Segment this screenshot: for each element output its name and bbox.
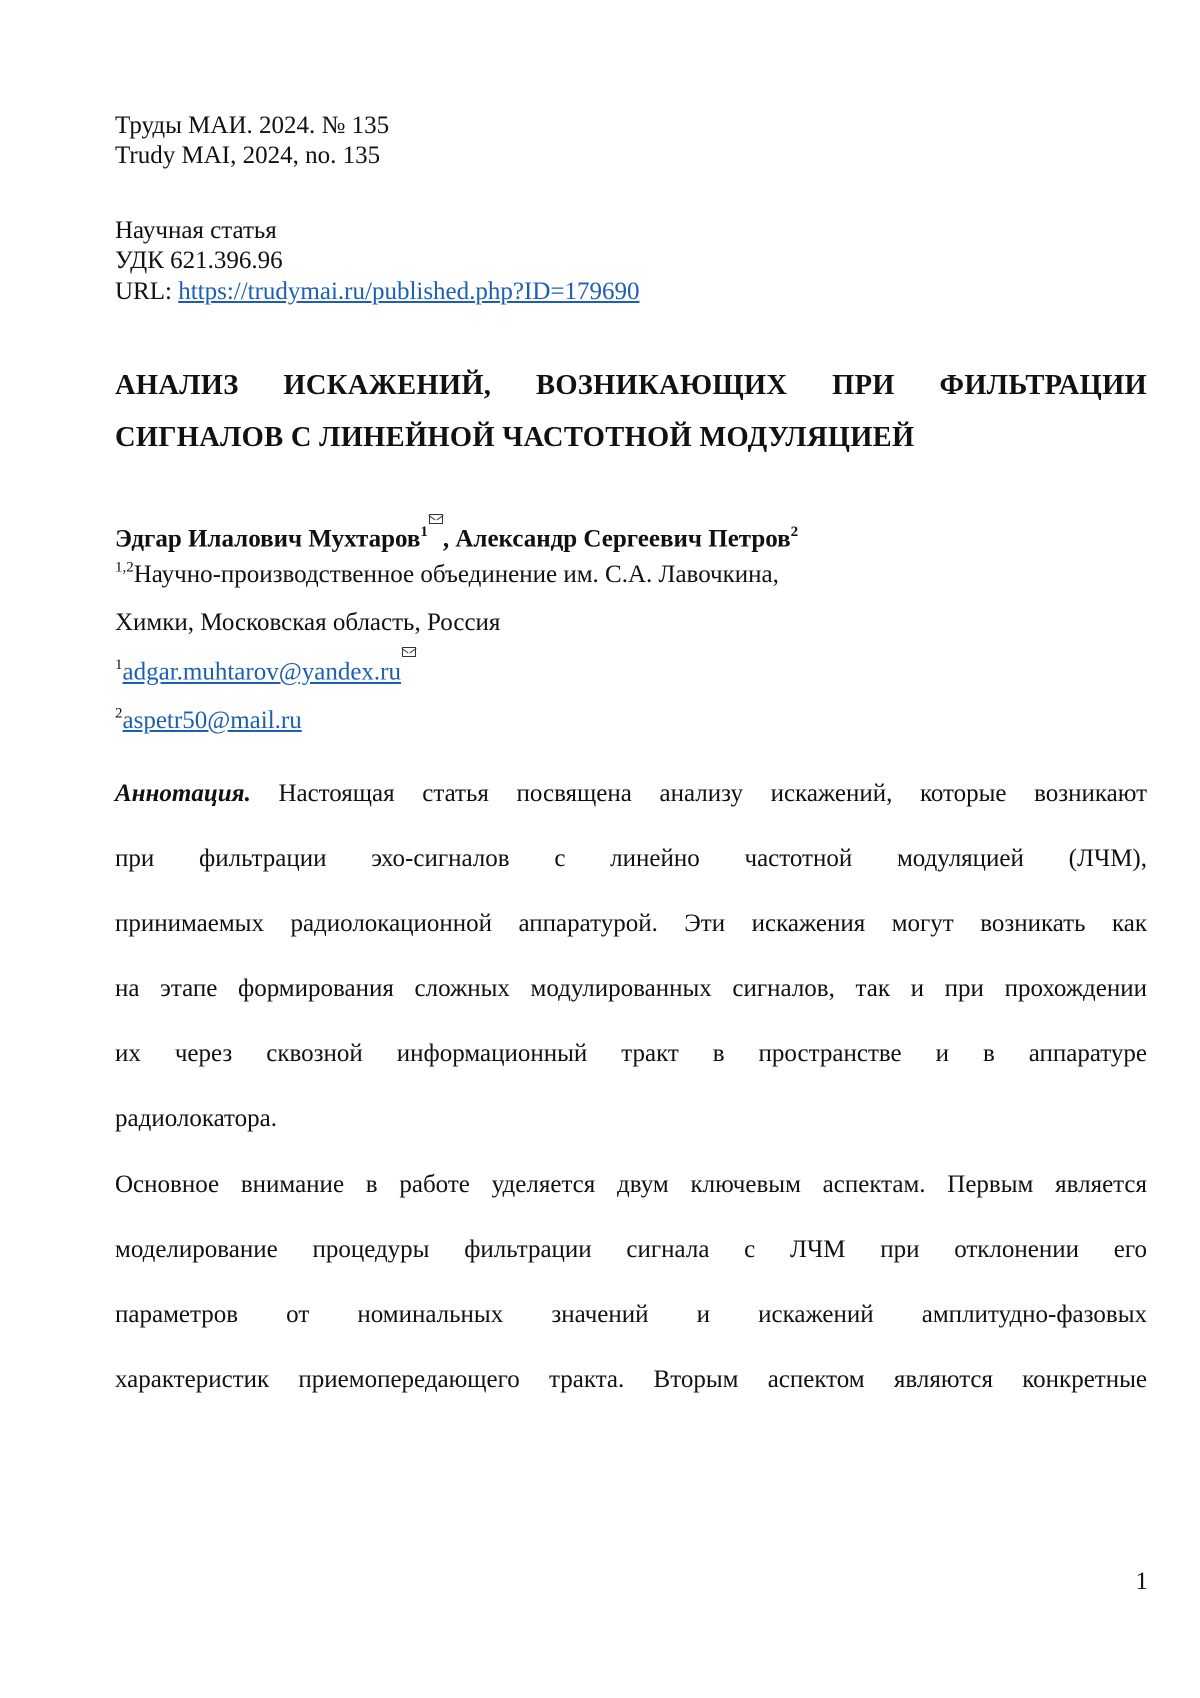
affiliation-sup: 1,2 <box>115 559 134 576</box>
page-number: 1 <box>1135 1568 1148 1595</box>
abstract-p2-line-2: моделирование процедуры фильтрации сигнала с ЛЧМ при отклонении его <box>115 1236 1147 1263</box>
title-line-1: АНАЛИЗ ИСКАЖЕНИЙ, ВОЗНИКАЮЩИХ ПРИ ФИЛЬТРАЦИИ <box>115 370 1147 401</box>
affiliation-block <box>115 551 1147 745</box>
author-2-sup: 2 <box>790 524 799 540</box>
affiliation-line-2: Химки, Московская область, Россия <box>115 609 501 636</box>
title-line-2: СИГНАЛОВ С ЛИНЕЙНОЙ ЧАСТОТНОЙ МОДУЛЯЦИЕЙ <box>115 422 915 453</box>
url-label: URL: <box>115 278 179 305</box>
email-2-link[interactable]: aspetr50@mail.ru <box>122 706 302 734</box>
author-1-name: Эдгар Илалович Мухтаров <box>115 525 421 553</box>
url-line <box>115 276 1147 308</box>
abstract-p2-line-1: Основное внимание в работе уделяется двум ключевым аспектам. Первым является <box>115 1171 1147 1198</box>
article-url-link[interactable]: https://trudymai.ru/published.php?ID=179690 <box>178 278 640 305</box>
email-line-2 <box>115 697 1147 745</box>
journal-ru: Труды МАИ. 2024. № 135 <box>115 112 390 139</box>
article-title <box>115 360 1147 464</box>
author-separator: , <box>442 525 456 553</box>
email-1-link[interactable]: adgar.muhtarov@yandex.ru <box>122 658 401 686</box>
udc-code: УДК 621.396.96 <box>115 247 283 274</box>
envelope-icon <box>402 647 416 657</box>
abstract-p2-line-4: характеристик приемопередающего тракта. Вторым аспектом являются конкретные <box>115 1366 1147 1393</box>
author-2-name: Александр Сергеевич Петров <box>455 525 791 553</box>
envelope-icon <box>429 514 443 524</box>
abstract-line-4: на этапе формирования сложных модулированных сигналов, так и при прохождении <box>115 975 1147 1002</box>
article-type: Научная статья <box>115 217 277 244</box>
email-2-sup: 2 <box>115 705 123 721</box>
abstract-line-1 <box>115 761 1147 826</box>
affiliation-line-1 <box>115 551 1147 599</box>
abstract-paragraph-2 <box>115 1152 1147 1412</box>
abstract-p2-line-3: параметров от номинальных значений и искажений амплитудно-фазовых <box>115 1301 1147 1328</box>
abstract-line-2: при фильтрации эхо-сигналов с линейно частотной модуляцией (ЛЧМ), <box>115 845 1147 872</box>
abstract-line-6: радиолокатора. <box>115 1105 277 1132</box>
email-line-1 <box>115 647 1147 697</box>
authors-line <box>115 514 1147 556</box>
journal-en: Trudy MAI, 2024, no. 135 <box>115 142 381 169</box>
abstract-paragraph-1 <box>115 761 1147 1151</box>
abstract-line-3: принимаемых радиолокационной аппаратурой. Эти искажения могут возникать как <box>115 910 1147 937</box>
author-1-sup: 1 <box>420 524 428 540</box>
affiliation-org: Научно-производственное объединение им. С.А. Лавочкина, <box>133 561 779 588</box>
abstract-line-1-text: Настоящая статья посвящена анализу искажений, которые возникают <box>250 780 1147 807</box>
email-1-sup: 1 <box>115 657 123 673</box>
abstract-label: Аннотация. <box>115 780 251 807</box>
abstract-line-5: их через сквозной информационный тракт в пространстве и в аппаратуре <box>115 1040 1147 1067</box>
